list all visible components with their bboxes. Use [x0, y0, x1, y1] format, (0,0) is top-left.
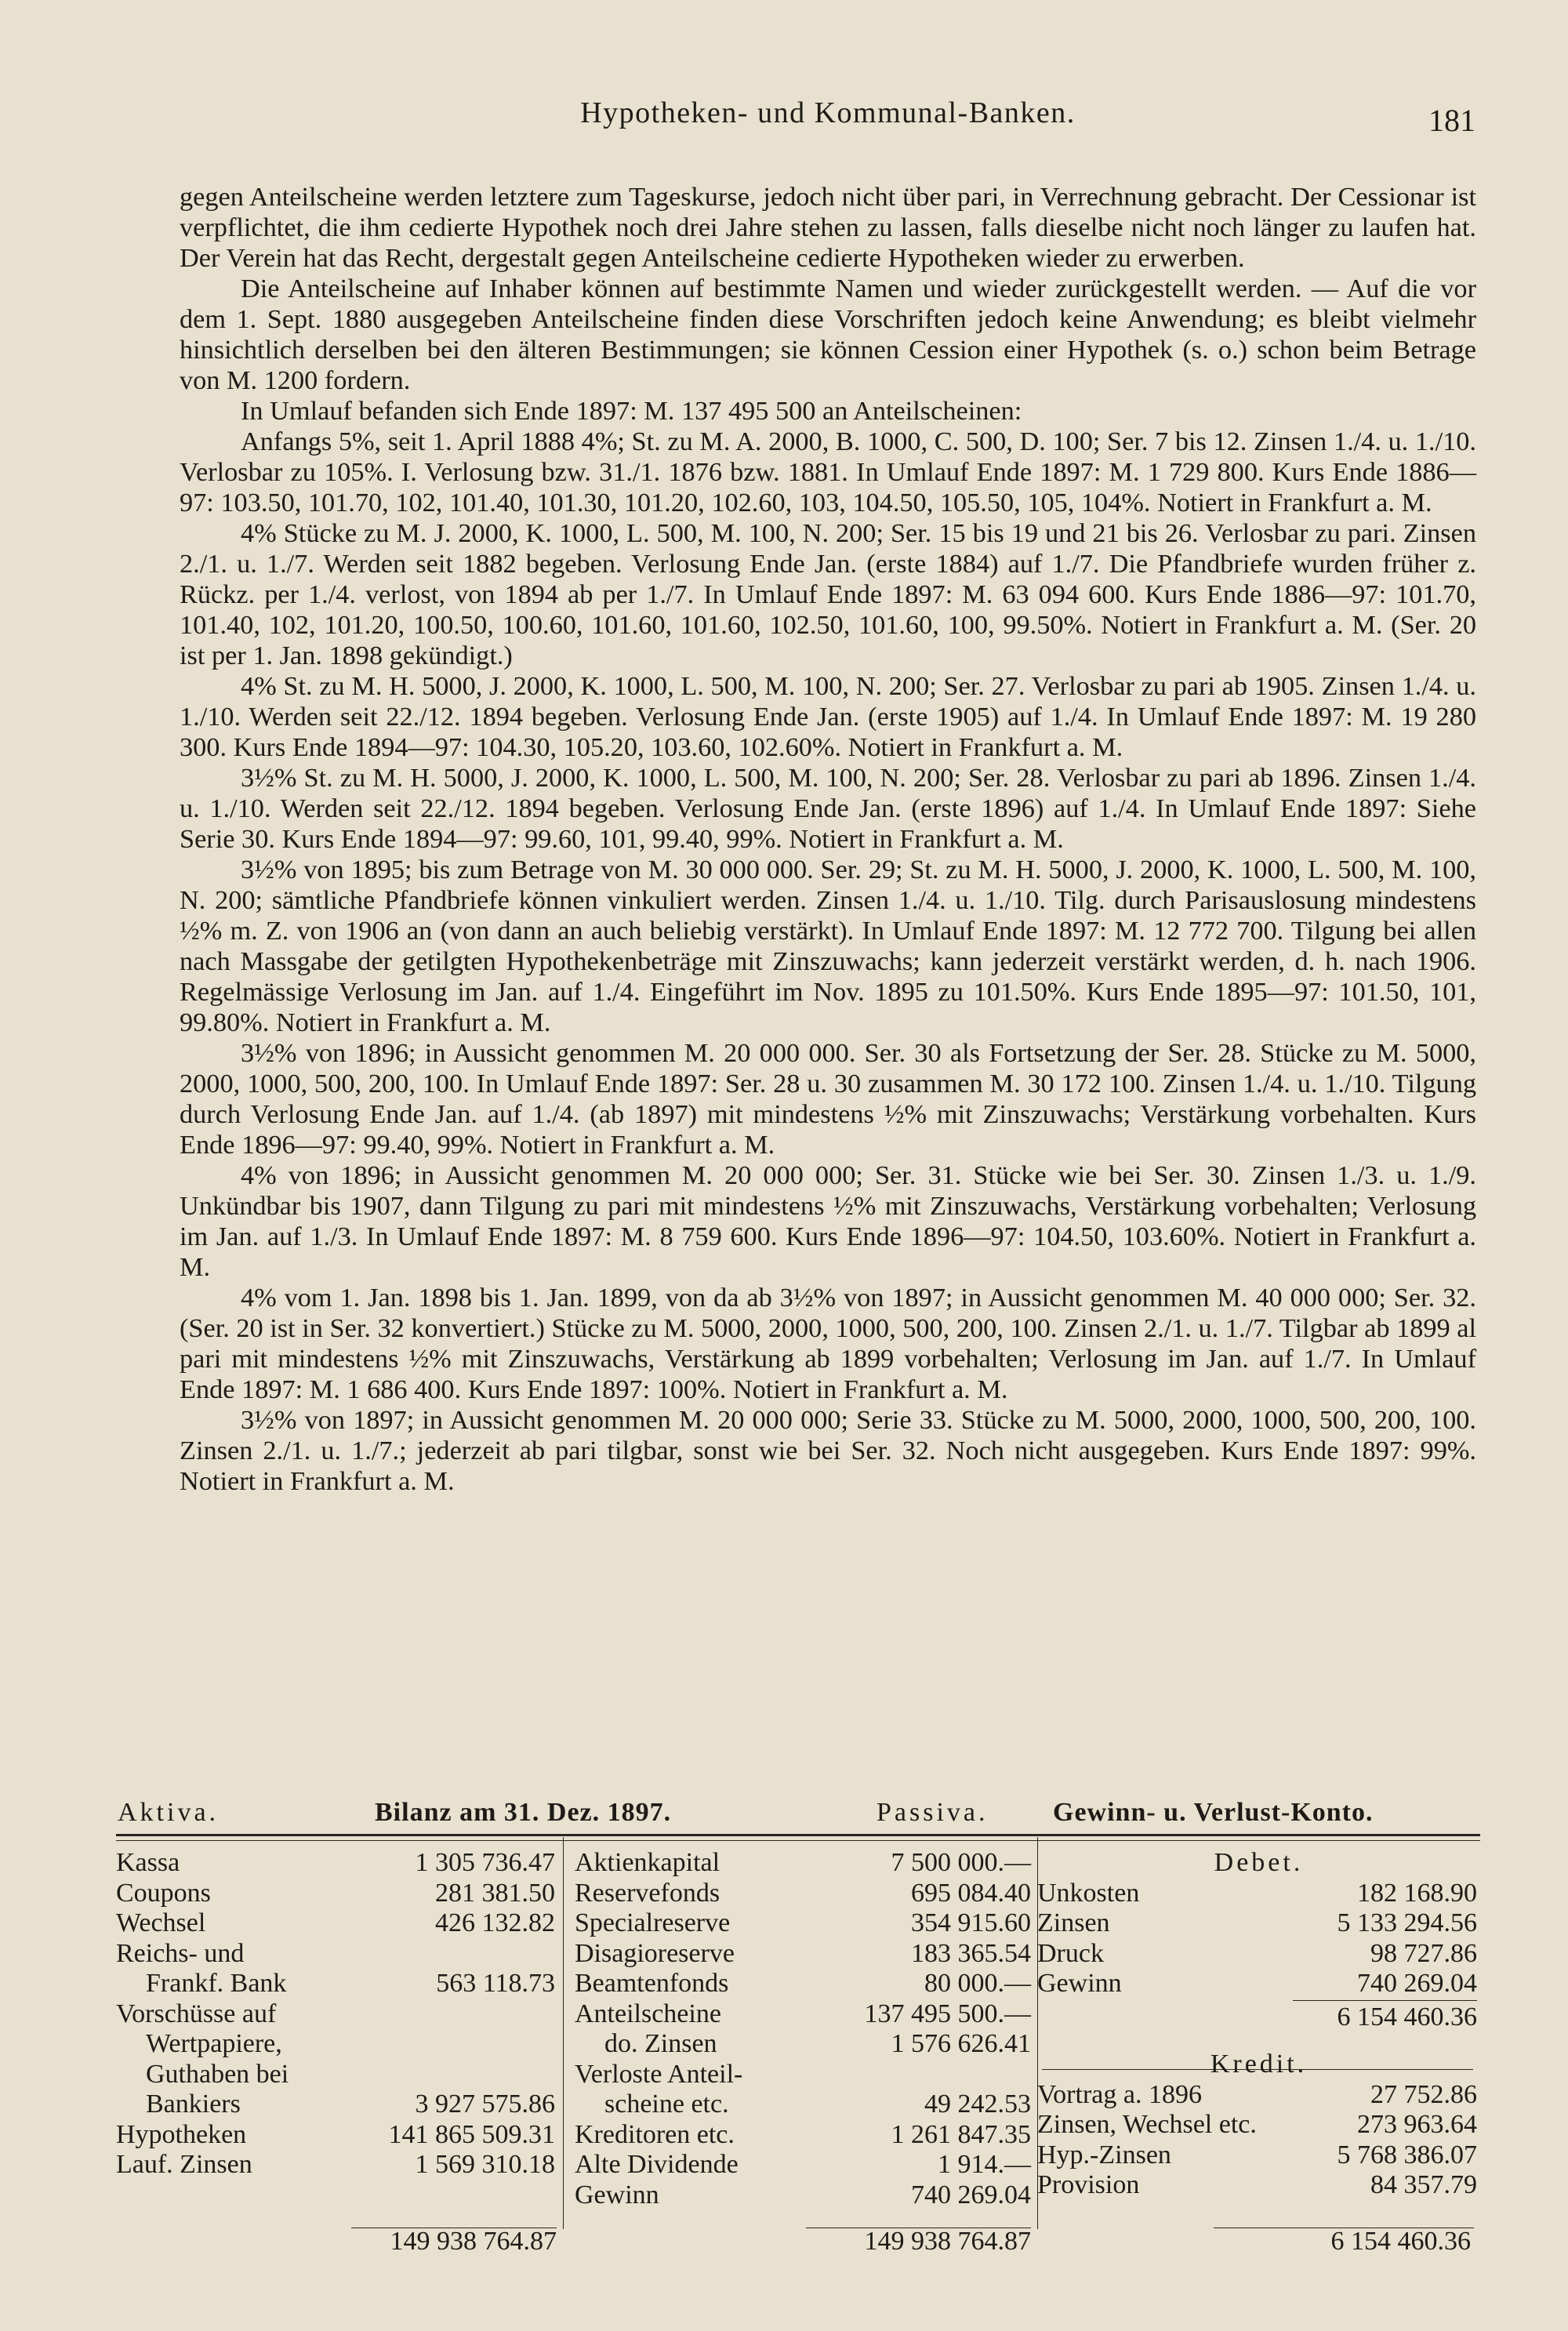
- debet-item-label: Zinsen: [1037, 1908, 1110, 1937]
- paragraph: 3½% von 1897; in Aussicht genommen M. 20 000 000; Serie 33. Stücke zu M. 5000, 2000, 1000, 500, 200, 100. Zinsen 2./1. u. 1./7.; jederzeit ab pari tilgbar, sonst wie bei Ser. 32. Noch nicht ausgegeben. Kurs Ende 1897: 99%. Notiert in Frankfurt a. M.: [180, 1405, 1476, 1496]
- table-header-row: [116, 1798, 1480, 1832]
- kredit-item-row: [1037, 2080, 1480, 2111]
- passiva-item-row: [575, 2029, 1031, 2060]
- table-top-rule: [116, 1834, 1480, 1836]
- aktiva-item-amount: 281 381.50: [435, 1878, 555, 1908]
- passiva-item-row: [575, 2090, 1031, 2120]
- passiva-item-amount: 80 000.—: [924, 1969, 1031, 1998]
- kredit-item-label: Zinsen, Wechsel etc.: [1037, 2110, 1257, 2139]
- aktiva-item-label: Guthaben bei: [146, 2059, 289, 2089]
- guv-title: Gewinn- u. Verlust-Konto.: [1053, 1798, 1374, 1827]
- debet-item-amount: 740 269.04: [1357, 1969, 1477, 1998]
- passiva-item-row: [575, 2060, 1031, 2090]
- kredit-item-row: [1037, 2140, 1480, 2171]
- kredit-item-row: [1037, 2110, 1480, 2140]
- aktiva-table: [116, 1848, 555, 2180]
- aktiva-item-row: [116, 1908, 555, 1939]
- paragraph: 3½% St. zu M. H. 5000, J. 2000, K. 1000, L. 500, M. 100, N. 200; Ser. 28. Verlosbar zu pari ab 1896. Zinsen 1./4. u. 1./10. Werden seit 22./12. 1894 begeben. Verlosung Ende Jan. (erste 1896) auf 1./4. In Umlauf Ende 1897: Siehe Serie 30. Kurs Ende 1894—97: 99.60, 101, 99.40, 99%. Notiert in Frankfurt a. M.: [180, 763, 1476, 854]
- aktiva-item-amount: 1 569 310.18: [415, 2150, 555, 2179]
- passiva-item-amount: 354 915.60: [911, 1908, 1031, 1937]
- kredit-item-amount: 84 357.79: [1370, 2170, 1477, 2199]
- passiva-item-amount: 7 500 000.—: [891, 1848, 1031, 1877]
- passiva-item-amount: 695 084.40: [911, 1878, 1031, 1908]
- aktiva-item-label: Wechsel: [116, 1908, 206, 1937]
- passiva-item-row: [575, 2150, 1031, 2180]
- kredit-item-row: [1037, 2170, 1480, 2201]
- paragraph: gegen Anteilscheine werden letztere zum Tageskurse, jedoch nicht über pari, in Verrechnung gebracht. Der Cessionar ist verpflichtet, die ihm cedierte Hypothek noch drei Jahre stehen zu lassen, falls dieselbe nicht noch länger zu laufen hat. Der Verein hat das Recht, dergestalt gegen Anteilscheine cedierte Hypotheken wieder zu erwerben.: [180, 182, 1476, 273]
- table-top-rule-thin: [116, 1840, 1480, 1841]
- passiva-item-label: Specialreserve: [575, 1908, 731, 1937]
- passiva-item-label: Anteilscheine: [575, 1999, 721, 2028]
- kredit-item-amount: 27 752.86: [1370, 2079, 1477, 2109]
- aktiva-item-row: [116, 2060, 555, 2090]
- passiva-item-label: Disagioreserve: [575, 1938, 735, 1968]
- paragraph: In Umlauf befanden sich Ende 1897: M. 137 495 500 an Anteilscheinen:: [241, 396, 1022, 426]
- paragraph: Anfangs 5%, seit 1. April 1888 4%; St. zu M. A. 2000, B. 1000, C. 500, D. 100; Ser. 7 bis 12. Zinsen 1./4. u. 1./10. Verlosbar zu 105%. I. Verlosung bzw. 31./1. 1876 bzw. 1881. In Umlauf Ende 1897: M. 1 729 800. Kurs Ende 1886—97: 103.50, 101.70, 102, 101.40, 101.30, 101.20, 102.60, 103, 104.50, 105.50, 105, 104%. Notiert in Frankfurt a. M.: [180, 427, 1476, 517]
- page-header: [180, 96, 1475, 143]
- passiva-item-label: scheine etc.: [604, 2090, 729, 2119]
- debet-item-row: [1037, 1939, 1480, 1970]
- aktiva-item-label: Reichs- und: [116, 1938, 245, 1968]
- paragraph: 3½% von 1896; in Aussicht genommen M. 20 000 000. Ser. 30 als Fortsetzung der Ser. 28. Stücke zu M. 5000, 2000, 1000, 500, 200, 100. In Umlauf Ende 1897: Ser. 28 u. 30 zusammen M. 30 172 100. Zinsen 1./4. u. 1./10. Tilgung durch Verlosung Ende Jan. auf 1./4. (ab 1897) mit mindestens ½% mit Zinszuwachs; Verstärkung vorbehalten. Kurs Ende 1896—97: 99.40, 99%. Notiert in Frankfurt a. M.: [180, 1038, 1476, 1160]
- body-text: [180, 182, 1476, 1497]
- passiva-item-label: Beamtenfonds: [575, 1969, 729, 1998]
- aktiva-total: 149 938 764.87: [390, 2227, 557, 2256]
- kredit-rows: [1037, 2080, 1480, 2201]
- passiva-item-row: [575, 1848, 1031, 1879]
- paragraph: 4% Stücke zu M. J. 2000, K. 1000, L. 500, M. 100, N. 200; Ser. 15 bis 19 und 21 bis 26. Verlosbar zu pari. Zinsen 2./1. u. 1./7. Werden seit 1882 begeben. Verlosung Ende Jan. (erste 1884) auf 1./7. Die Pfandbriefe wurden früher z. Rückz. per 1./4. verlost, von 1894 ab per 1./7. In Umlauf Ende 1897: M. 63 094 600. Kurs Ende 1886—97: 101.70, 101.40, 102, 101.20, 100.50, 100.60, 101.60, 101.60, 102.50, 101.60, 100, 99.50%. Notiert in Frankfurt a. M. (Ser. 20 ist per 1. Jan. 1898 gekündigt.): [180, 518, 1476, 670]
- passiva-item-row: [575, 2120, 1031, 2151]
- aktiva-item-label: Frankf. Bank: [146, 1969, 287, 1998]
- debet-item-row: [1037, 1908, 1480, 1939]
- passiva-table: [575, 1848, 1031, 2210]
- passiva-item-label: Alte Dividende: [575, 2150, 739, 2179]
- paragraph: 4% St. zu M. H. 5000, J. 2000, K. 1000, L. 500, M. 100, N. 200; Ser. 27. Verlosbar zu pari ab 1905. Zinsen 1./4. u. 1./10. Werden seit 22./12. 1894 begeben. Verlosung Ende Jan. (erste 1905) auf 1./4. In Umlauf Ende 1897: M. 19 280 300. Kurs Ende 1894—97: 104.30, 105.20, 103.60, 102.60%. Notiert in Frankfurt a. M.: [180, 671, 1476, 762]
- aktiva-item-row: [116, 2150, 555, 2180]
- kredit-item-amount: 5 768 386.07: [1337, 2140, 1477, 2169]
- debet-item-amount: 182 168.90: [1357, 1878, 1477, 1908]
- debet-total-row: [1037, 2002, 1480, 2033]
- debet-total: 6 154 460.36: [1337, 2002, 1477, 2031]
- guv-table: [1037, 1848, 1480, 2201]
- paragraph: 4% vom 1. Jan. 1898 bis 1. Jan. 1899, von da ab 3½% von 1897; in Aussicht genommen M. 40 000 000; Ser. 32. (Ser. 20 ist in Ser. 32 konvertiert.) Stücke zu M. 5000, 2000, 1000, 500, 200, 100. Zinsen 2./1. u. 1./7. Tilgbar ab 1899 al pari mit mindestens ½% mit Zinszuwachs, Verstärkung ab 1899 vorbehalten; Verlosung im Jan. auf 1./7. In Umlauf Ende 1897: M. 1 686 400. Kurs Ende 1897: 100%. Notiert in Frankfurt a. M.: [180, 1283, 1476, 1404]
- passiva-total: 149 938 764.87: [864, 2227, 1031, 2256]
- aktiva-item-row: [116, 1969, 555, 1999]
- kredit-heading: Kredit.: [1210, 2050, 1308, 2079]
- aktiva-item-row: [116, 2090, 555, 2120]
- passiva-item-label: Reservefonds: [575, 1878, 720, 1908]
- kredit-item-label: Hyp.-Zinsen: [1037, 2140, 1171, 2169]
- passiva-heading: Passiva.: [877, 1798, 989, 1827]
- aktiva-item-label: Bankiers: [146, 2090, 241, 2119]
- bilanz-title: Bilanz am 31. Dez. 1897.: [375, 1798, 672, 1827]
- debet-sum-rule: [1293, 2000, 1477, 2001]
- column-divider-aktiva: [563, 1837, 564, 2229]
- passiva-item-row: [575, 1879, 1031, 1909]
- debet-rows: [1037, 1879, 1480, 1999]
- aktiva-item-row: [116, 1879, 555, 1909]
- debet-item-label: Gewinn: [1037, 1969, 1122, 1998]
- passiva-item-row: [575, 1969, 1031, 1999]
- passiva-item-label: Kreditoren etc.: [575, 2119, 735, 2149]
- passiva-item-amount: 49 242.53: [924, 2090, 1031, 2119]
- aktiva-item-row: [116, 1848, 555, 1879]
- aktiva-item-amount: 3 927 575.86: [415, 2090, 555, 2119]
- debet-item-row: [1037, 1969, 1480, 1999]
- passiva-item-label: Gewinn: [575, 2180, 659, 2209]
- aktiva-item-row: [116, 2029, 555, 2060]
- passiva-item-amount: 1 261 847.35: [891, 2119, 1031, 2149]
- aktiva-item-amount: 426 132.82: [435, 1908, 555, 1937]
- passiva-item-amount: 740 269.04: [911, 2180, 1031, 2209]
- debet-item-amount: 98 727.86: [1370, 1938, 1477, 1968]
- aktiva-item-row: [116, 1939, 555, 1970]
- aktiva-item-amount: 1 305 736.47: [415, 1848, 555, 1877]
- aktiva-item-row: [116, 2120, 555, 2151]
- passiva-item-amount: 1 576 626.41: [891, 2029, 1031, 2058]
- passiva-item-row: [575, 1999, 1031, 2030]
- paragraph: 4% von 1896; in Aussicht genommen M. 20 000 000; Ser. 31. Stücke wie bei Ser. 30. Zinsen 1./3. u. 1./9. Unkündbar bis 1907, dann Tilgung zu pari mit mindestens ½% mit Zinszuwachs, Verstärkung vorbehalten; Verlosung im Jan. auf 1./3. In Umlauf Ende 1897: M. 8 759 600. Kurs Ende 1896—97: 104.50, 103.60%. Notiert in Frankfurt a. M.: [180, 1160, 1476, 1282]
- passiva-item-row: [575, 1908, 1031, 1939]
- paragraph: Die Anteilscheine auf Inhaber können auf bestimmte Namen und wieder zurückgestellt werden. — Auf die vor dem 1. Sept. 1880 ausgegeben Anteilscheine finden diese Vorschriften jedoch keine Anwendung; es bleibt vielmehr hinsichtlich derselben bei den älteren Bestimmungen; sie können Cession einer Hypothek (s. o.) schon beim Betrage von M. 1200 fordern.: [180, 274, 1476, 395]
- running-head: Hypotheken- und Kommunal-Banken.: [580, 96, 1076, 129]
- aktiva-item-amount: 141 865 509.31: [388, 2119, 555, 2149]
- kredit-item-amount: 273 963.64: [1357, 2110, 1477, 2139]
- passiva-item-row: [575, 2180, 1031, 2211]
- passiva-item-label: do. Zinsen: [604, 2029, 717, 2058]
- debet-item-label: Unkosten: [1037, 1878, 1140, 1908]
- aktiva-item-label: Wertpapiere,: [146, 2029, 282, 2058]
- kredit-item-label: Vortrag a. 1896: [1037, 2079, 1202, 2109]
- passiva-item-amount: 137 495 500.—: [864, 1999, 1031, 2028]
- debet-item-row: [1037, 1879, 1480, 1909]
- passiva-item-row: [575, 1939, 1031, 1970]
- kredit-total: 6 154 460.36: [1330, 2227, 1471, 2256]
- aktiva-item-amount: 563 118.73: [436, 1969, 555, 1998]
- aktiva-item-label: Kassa: [116, 1848, 180, 1877]
- passiva-item-label: Verloste Anteil-: [575, 2059, 743, 2089]
- aktiva-item-label: Coupons: [116, 1878, 211, 1908]
- page-number: 181: [1428, 103, 1475, 138]
- aktiva-heading: Aktiva.: [118, 1798, 220, 1827]
- aktiva-item-label: Hypotheken: [116, 2119, 247, 2149]
- debet-item-amount: 5 133 294.56: [1337, 1908, 1477, 1937]
- financial-tables: [116, 1798, 1480, 2256]
- aktiva-item-row: [116, 1999, 555, 2030]
- paragraph: 3½% von 1895; bis zum Betrage von M. 30 000 000. Ser. 29; St. zu M. H. 5000, J. 2000, K. 1000, L. 500, M. 100, N. 200; sämtliche Pfandbriefe können vinkuliert werden. Zinsen 1./4. u. 1./10. Tilg. durch Parisauslosung mindestens ½% m. Z. von 1906 an (von dann an auch beliebig verstärkt). In Umlauf Ende 1897: M. 12 772 700. Tilgung bei allen nach Massgabe der getilgten Hypothekenbeträge mit Zinszuwachs; kann jederzeit verstärkt werden, d. h. nach 1906. Regelmässige Verlosung im Jan. auf 1./4. Eingeführt im Nov. 1895 zu 101.50%. Kurs Ende 1895—97: 101.50, 101, 99.80%. Notiert in Frankfurt a. M.: [180, 855, 1476, 1037]
- passiva-item-amount: 1 914.—: [938, 2150, 1031, 2179]
- aktiva-item-label: Lauf. Zinsen: [116, 2150, 252, 2179]
- debet-heading: Debet.: [1214, 1848, 1304, 1877]
- debet-item-label: Druck: [1037, 1938, 1104, 1968]
- kredit-item-label: Provision: [1037, 2170, 1140, 2199]
- aktiva-item-label: Vorschüsse auf: [116, 1999, 277, 2028]
- passiva-item-amount: 183 365.54: [911, 1938, 1031, 1968]
- passiva-item-label: Aktienkapital: [575, 1848, 720, 1877]
